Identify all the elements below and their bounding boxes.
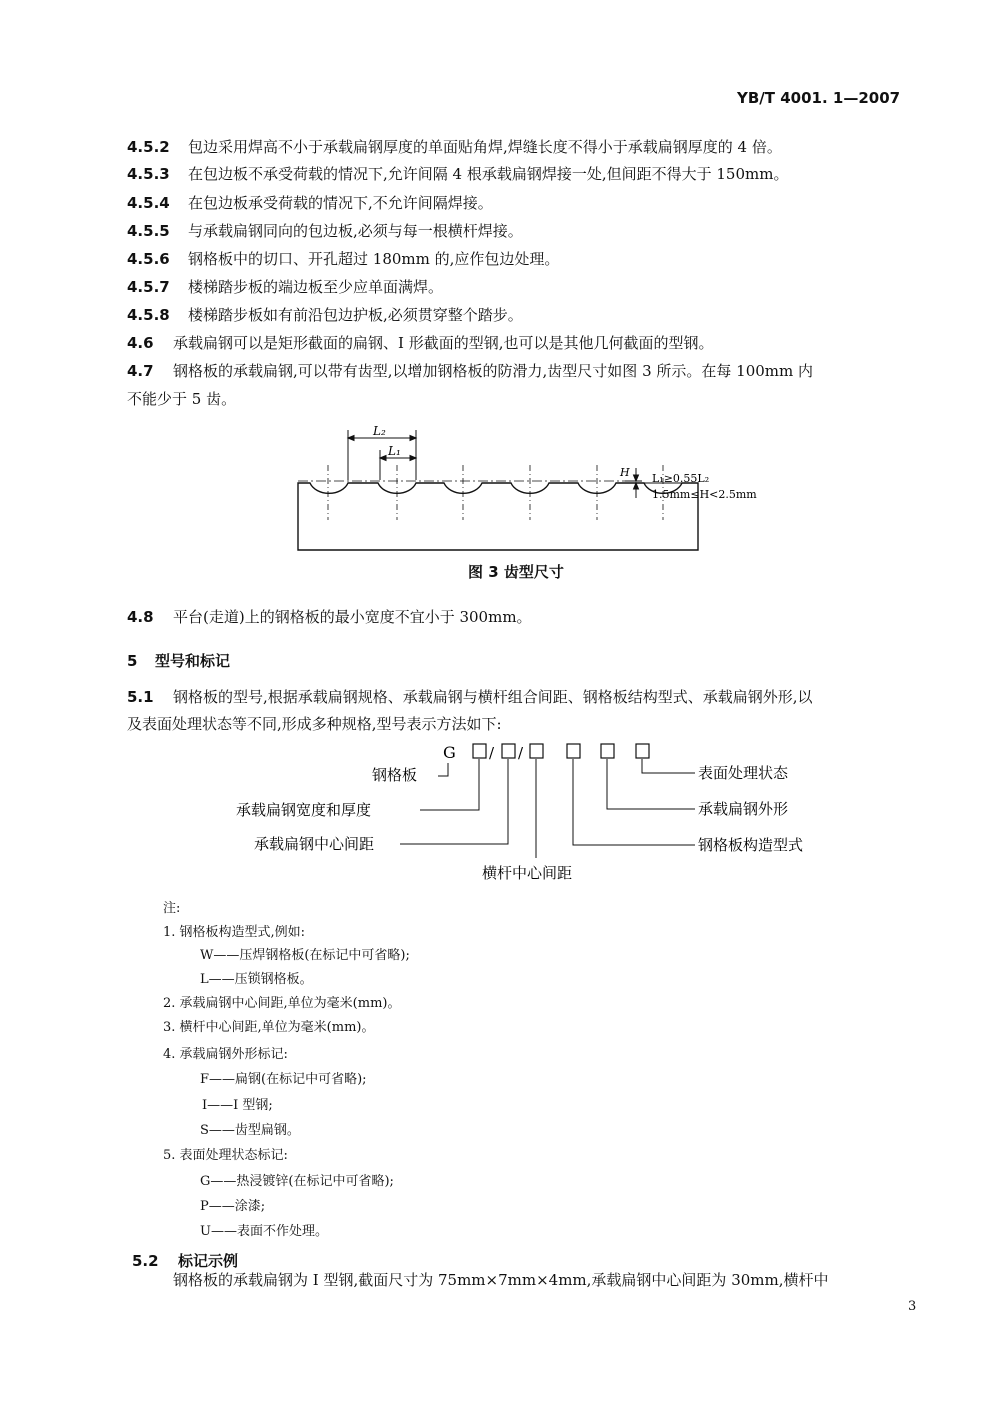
clause-title: 标记示例 — [178, 1252, 239, 1270]
note-line: U——表面不作处理。 — [200, 1224, 328, 1239]
note-line: I——I 型钢; — [202, 1098, 273, 1113]
note-line: F——扁钢(在标记中可省略); — [200, 1072, 367, 1087]
separator-slash: / — [489, 744, 495, 762]
figure-3-tooth-profile — [280, 420, 780, 560]
clause-text: 在包边板承受荷载的情况下,不允许间隔焊接。 — [188, 194, 493, 212]
note-line: S——齿型扁钢。 — [200, 1123, 300, 1138]
condition-H: 1.5mm≤H<2.5mm — [652, 488, 757, 501]
section-number: 5 — [127, 652, 138, 670]
note-line: 1. 钢格板构造型式,例如: — [163, 925, 306, 940]
note-line: P——涂漆; — [200, 1199, 266, 1214]
clause-text-continued: 不能少于 5 齿。 — [127, 390, 237, 408]
clause-number: 5.2 — [132, 1252, 159, 1270]
clause-text: 钢格板的型号,根据承载扁钢规格、承载扁钢与横杆组合间距、钢格板结构型式、承载扁钢外形,以 — [173, 688, 813, 706]
clause-number: 4.7 — [127, 362, 154, 380]
clause-number: 4.6 — [127, 334, 154, 352]
note-line: L——压锁钢格板。 — [200, 972, 313, 987]
clause-text: 在包边板不承受荷载的情况下,允许间隔 4 根承载扁钢焊接一处,但间距不得大于 150mm。 — [188, 165, 789, 183]
clause-number: 4.8 — [127, 608, 154, 626]
note-line: G——热浸镀锌(在标记中可省略); — [200, 1174, 394, 1189]
placeholder-box — [567, 744, 580, 758]
clause-number: 4.5.7 — [127, 278, 170, 296]
clause-text-continued: 及表面处理状态等不同,形成多种规格,型号表示方法如下: — [127, 715, 502, 733]
label-bar-spacing: 承载扁钢中心间距 — [254, 835, 375, 853]
clause-text: 承载扁钢可以是矩形截面的扁钢、I 形截面的型钢,也可以是其他几何截面的型钢。 — [173, 334, 714, 352]
clause-number: 4.5.6 — [127, 250, 170, 268]
clause-text: 楼梯踏步板的端边板至少应单面满焊。 — [188, 278, 444, 296]
label-cross-bar-spacing: 横杆中心间距 — [482, 864, 573, 882]
label-grating: 钢格板 — [372, 766, 418, 784]
model-prefix: G — [443, 743, 456, 762]
clause-text: 包边采用焊高不小于承载扁钢厚度的单面贴角焊,焊缝长度不得小于承载扁钢厚度的 4 倍。 — [188, 138, 782, 156]
condition-L1: L₁≥0.55L₂ — [652, 472, 710, 485]
placeholder-box — [473, 744, 486, 758]
placeholder-box — [502, 744, 515, 758]
note-line: 5. 表面处理状态标记: — [163, 1148, 288, 1163]
note-line: 4. 承载扁钢外形标记: — [163, 1047, 288, 1062]
model-designation-diagram — [230, 738, 850, 888]
clause-text: 与承载扁钢同向的包边板,必须与每一根横杆焊接。 — [188, 222, 523, 240]
figure-caption: 图 3 齿型尺寸 — [468, 563, 564, 581]
note-line: W——压焊钢格板(在标记中可省略); — [200, 948, 410, 963]
label-H: H — [620, 466, 630, 479]
clause-text: 钢格板的承载扁钢为 I 型钢,截面尺寸为 75mm×7mm×4mm,承载扁钢中心间距为 30mm,横杆中 — [173, 1271, 829, 1289]
section-title: 型号和标记 — [155, 652, 231, 670]
placeholder-box — [530, 744, 543, 758]
clause-number: 4.5.5 — [127, 222, 170, 240]
standard-code: YB/T 4001. 1—2007 — [737, 89, 901, 107]
clause-text: 钢格板的承载扁钢,可以带有齿型,以增加钢格板的防滑力,齿型尺寸如图 3 所示。在每 100mm 内 — [173, 362, 814, 380]
clause-number: 5.1 — [127, 688, 154, 706]
page-number: 3 — [908, 1299, 917, 1314]
clause-number: 4.5.4 — [127, 194, 170, 212]
clause-text: 平台(走道)上的钢格板的最小宽度不宜小于 300mm。 — [173, 608, 532, 626]
note-line: 2. 承载扁钢中心间距,单位为毫米(mm)。 — [163, 996, 401, 1011]
clause-text: 楼梯踏步板如有前沿包边护板,必须贯穿整个踏步。 — [188, 306, 523, 324]
placeholder-box — [601, 744, 614, 758]
label-structure-type: 钢格板构造型式 — [698, 836, 804, 854]
separator-slash: / — [518, 744, 524, 762]
notes-head: 注: — [163, 901, 181, 916]
clause-number: 4.5.8 — [127, 306, 170, 324]
label-bar-shape: 承载扁钢外形 — [698, 800, 789, 818]
label-bar-width-thickness: 承载扁钢宽度和厚度 — [236, 801, 372, 819]
label-L1: L₁ — [388, 444, 401, 458]
clause-number: 4.5.3 — [127, 165, 170, 183]
placeholder-box — [636, 744, 649, 758]
note-line: 3. 横杆中心间距,单位为毫米(mm)。 — [163, 1020, 375, 1035]
label-L2: L₂ — [373, 424, 386, 438]
label-surface-treatment: 表面处理状态 — [698, 764, 789, 782]
clause-text: 钢格板中的切口、开孔超过 180mm 的,应作包边处理。 — [188, 250, 560, 268]
clause-number: 4.5.2 — [127, 138, 170, 156]
